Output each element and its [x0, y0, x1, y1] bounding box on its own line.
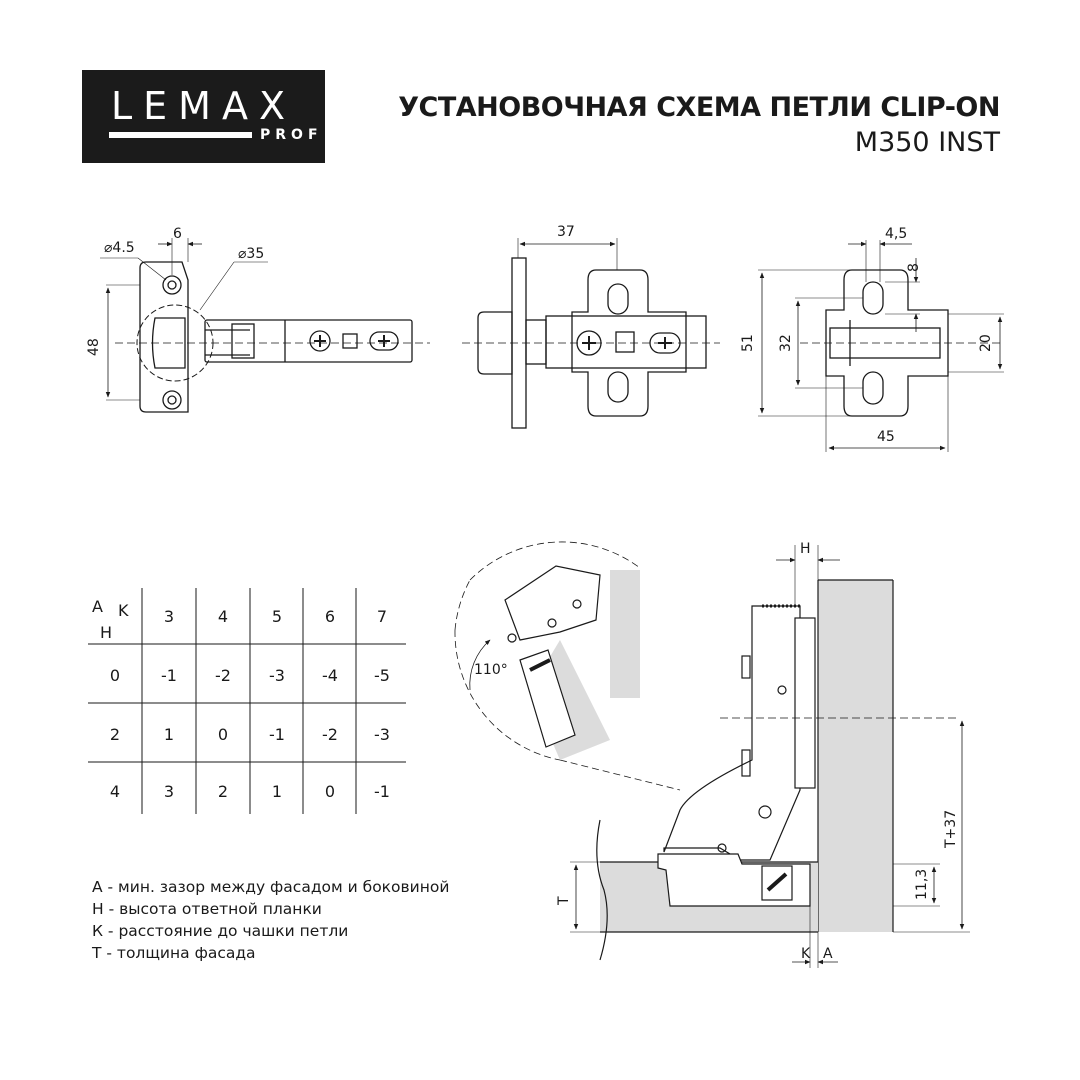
table-header-k: 3: [163, 607, 175, 626]
table-cell: -4: [322, 666, 338, 685]
dim-width-label: 45: [877, 429, 895, 445]
dim-height-label: 48: [86, 338, 102, 356]
label-h: H: [800, 541, 811, 557]
label-k: K: [801, 946, 811, 962]
table-corner-a: A: [92, 597, 103, 616]
table-cell: 3: [163, 782, 175, 801]
table-header-k: 5: [271, 607, 283, 626]
table-cell: 0: [324, 782, 336, 801]
label-113: 11,3: [914, 868, 930, 900]
clearance-table: [88, 588, 406, 814]
legend-item: Н - высота ответной планки: [92, 900, 322, 918]
title-main: УСТАНОВОЧНАЯ СХЕМА ПЕТЛИ CLIP-ON: [398, 92, 1000, 123]
dim-slot-h-label: 8: [906, 263, 922, 272]
table-cell: 1: [271, 782, 283, 801]
table-cell: -5: [374, 666, 390, 685]
dim-total-h-label: 51: [740, 334, 756, 352]
legend-item: Т - толщина фасада: [92, 944, 256, 962]
hinge-plate-view: [462, 238, 720, 428]
table-cell: -1: [374, 782, 390, 801]
dim-holes-label: 32: [778, 334, 794, 352]
dim-depth-label: 20: [978, 334, 994, 352]
logo-sub: PROF: [260, 127, 323, 143]
mounting-plate-view: [758, 240, 1004, 452]
legend-item: А - мин. зазор между фасадом и боковиной: [92, 878, 450, 896]
table-cell: -1: [161, 666, 177, 685]
table-header-k: 4: [217, 607, 229, 626]
table-corner-h: H: [100, 623, 113, 642]
hinge-section-view: [455, 542, 970, 968]
table-row-h: 0: [109, 666, 121, 685]
dim-cup-label: ⌀35: [238, 246, 265, 262]
table-cell: -3: [269, 666, 285, 685]
hinge-top-view: [100, 238, 430, 412]
table-row-h: 4: [109, 782, 121, 801]
table-cell: 0: [217, 725, 229, 744]
legend-item: К - расстояние до чашки петли: [92, 922, 349, 940]
legend: [92, 876, 449, 964]
table-header-k: 7: [376, 607, 388, 626]
label-angle: 110°: [474, 662, 508, 678]
label-a: A: [823, 946, 833, 962]
table-cell: -1: [269, 725, 285, 744]
dim-offset-label: 6: [173, 226, 182, 242]
dim-plate-width-label: 37: [557, 224, 575, 240]
label-t: T: [556, 896, 572, 905]
table-row-h: 2: [109, 725, 121, 744]
table-cell: 2: [217, 782, 229, 801]
table-cell: -3: [374, 725, 390, 744]
dim-hole-label: ⌀4.5: [104, 240, 135, 256]
dim-slot-label: 4,5: [885, 226, 908, 242]
label-t37: T+37: [943, 809, 959, 848]
table-cell: -2: [215, 666, 231, 685]
table-header-k: 6: [324, 607, 336, 626]
title-model: M350 INST: [854, 127, 1000, 158]
table-cell: 1: [163, 725, 175, 744]
table-corner-k: K: [118, 601, 129, 620]
logo-word: LEMAX: [111, 84, 296, 128]
table-cell: -2: [322, 725, 338, 744]
